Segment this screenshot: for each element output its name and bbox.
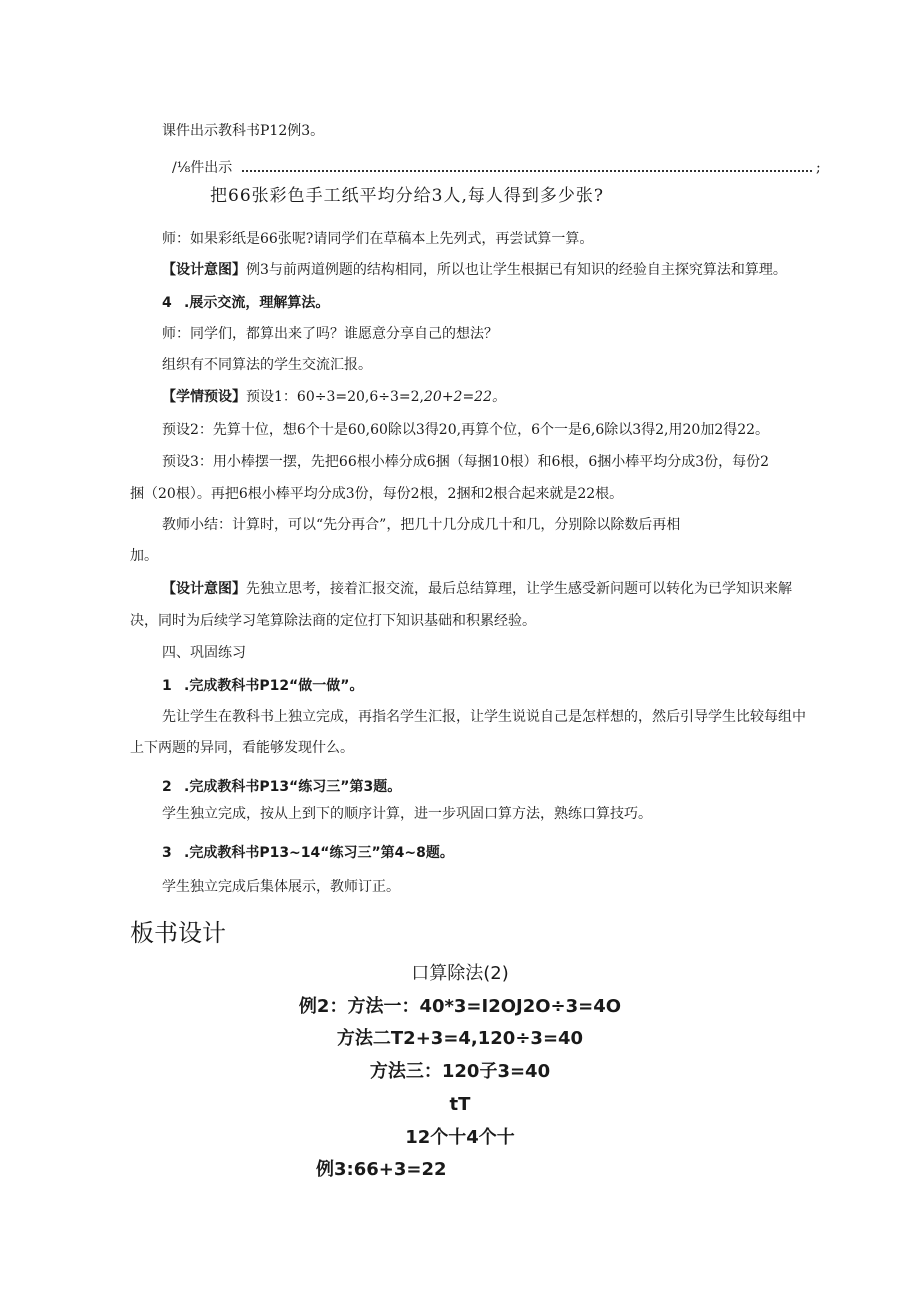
text-span: 例3与前两道例题的结构相同，所以也让学生根据已有知识的经验自主探究算法和算理。 <box>246 262 787 278</box>
board-example-3: 例3:66+3=22 <box>316 1159 447 1180</box>
section-heading: .完成教科书P13~14“练习三”第4~8题。 <box>184 845 454 861</box>
text-line: 师：同学们，都算出来了吗？谁愿意分享自己的想法？ <box>162 326 498 342</box>
section-number: 1 <box>162 678 172 694</box>
text-line: ; <box>816 160 821 176</box>
text-span: 20+2=22。 <box>424 389 506 405</box>
text-line <box>162 579 792 599</box>
text-line: 组织有不同算法的学生交流汇报。 <box>162 357 372 373</box>
section-number: 4 <box>162 295 172 311</box>
text-span: 预设1：60÷3=20,6÷3=2, <box>246 389 424 405</box>
board-method-2: 方法二T2+3=4,120÷3=40 <box>336 1028 584 1049</box>
text-line: 捆（20根）。再把6根小棒平均分成3份，每份2根，2捆和2根合起来就是22根。 <box>130 486 624 502</box>
text-line: 师：如果彩纸是66张呢?请同学们在草稿本上先列式，再尝试算一算。 <box>162 231 594 247</box>
text-line: /⅛件出示 <box>172 160 233 176</box>
board-title: 口算除法(2) <box>411 963 509 984</box>
text-line: 决，同时为后续学习笔算除法商的定位打下知识基础和积累经验。 <box>130 613 536 629</box>
board-tens: 12个十4个十 <box>405 1127 515 1148</box>
text-span: 先独立思考，接着汇报交流，最后总结算理，让学生感受新问题可以转化为已学知识来解 <box>246 581 792 597</box>
design-intent-tag: 【设计意图】 <box>162 262 246 278</box>
example-question: 把66张彩色手工纸平均分给3人,每人得到多少张? <box>210 186 604 206</box>
board-method-3: 方法三：120子3=40 <box>369 1061 551 1082</box>
design-intent-tag: 【设计意图】 <box>162 581 246 597</box>
text-line: 教师小结：计算时，可以“先分再合”，把几十几分成几十和几，分别除以除数后再相 <box>162 517 681 533</box>
text-line: 预设3：用小棒摆一摆，先把66根小棒分成6捆（每捆10根）和6根，6捆小棒平均分成3份，每份2 <box>162 454 770 470</box>
section-heading: .完成教科书P13“练习三”第3题。 <box>184 779 402 795</box>
text-line <box>162 387 506 407</box>
board-tt-mark: tT <box>449 1094 471 1115</box>
section-number: 3 <box>162 845 172 861</box>
text-line: 学生独立完成后集体展示，教师订正。 <box>162 879 400 895</box>
section-number: 2 <box>162 779 172 795</box>
board-example-2: 例2：方法一：40*3=I2OJ2O÷3=4O <box>298 996 622 1017</box>
section-heading: .展示交流，理解算法。 <box>184 295 330 311</box>
text-line: 加。 <box>130 548 158 564</box>
board-design-heading: 板书设计 <box>130 919 226 947</box>
text-line: 学生独立完成，按从上到下的顺序计算，进一步巩固口算方法，熟练口算技巧。 <box>162 806 652 822</box>
section-heading: 四、巩固练习 <box>162 645 246 661</box>
text-line: 先让学生在教科书上独立完成，再指名学生汇报，让学生说说自己是怎样想的，然后引导学生比较每组中 <box>162 709 806 725</box>
section-heading: .完成教科书P12“做一做”。 <box>184 678 364 694</box>
student-preset-tag: 【学情预设】 <box>162 389 246 405</box>
text-line <box>162 260 787 280</box>
dotted-leader <box>242 160 812 172</box>
text-line: 上下两题的异同，看能够发现什么。 <box>130 740 354 756</box>
text-line: 课件出示教科书P12例3。 <box>162 123 325 139</box>
text-line: 预设2：先算十位，想6个十是60,60除以3得20,再算个位，6个一是6,6除以3得2,用20加2得22。 <box>162 422 770 438</box>
